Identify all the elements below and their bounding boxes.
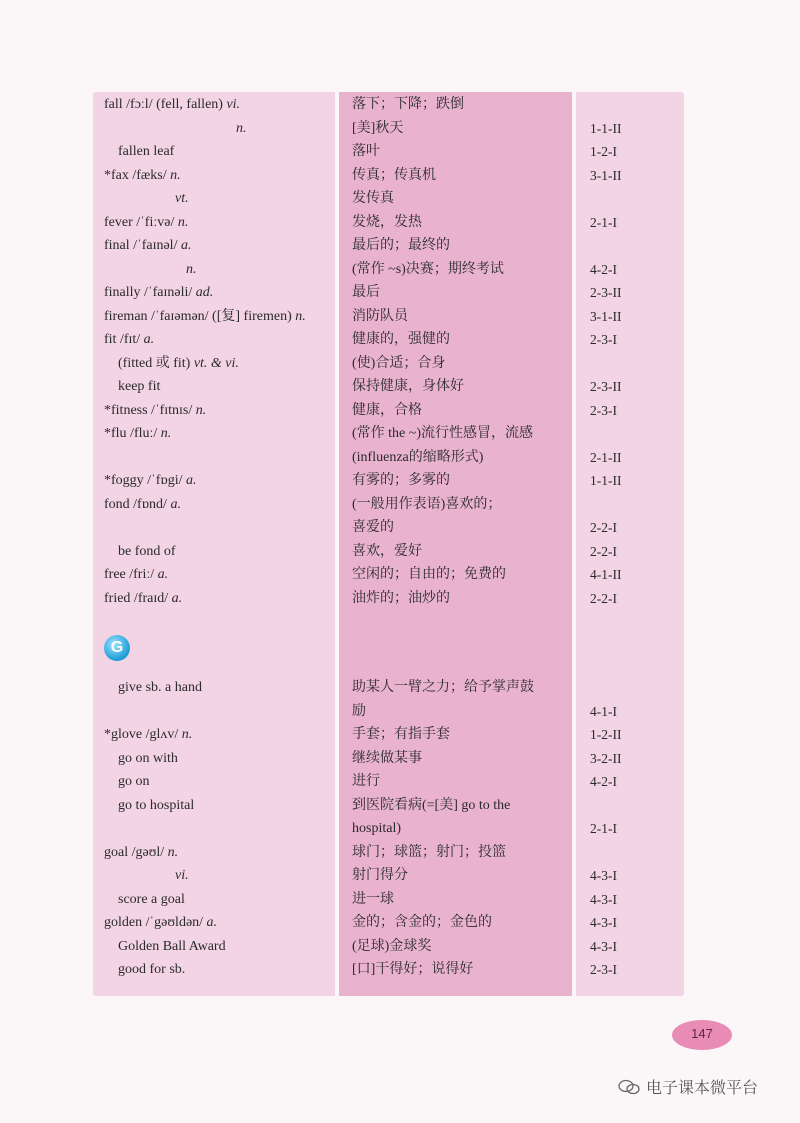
definition: 喜爱的 (352, 520, 394, 535)
headword (118, 770, 150, 794)
headword-text: goal /gəʊl/ (104, 844, 168, 860)
glossary-row (0, 446, 800, 470)
definition: [美]秋天 (352, 120, 404, 136)
headword-text: *glove /glʌv/ (104, 727, 182, 742)
part-of-speech: a. (170, 496, 181, 512)
glossary-row (0, 281, 800, 305)
headword (104, 911, 217, 935)
definition: 到医院看病(=[美] go to the (352, 797, 511, 813)
unit-reference: 2-3-II (590, 379, 622, 394)
glossary-row (0, 587, 800, 611)
glossary-row (0, 234, 800, 258)
definition: 消防队员 (352, 308, 408, 324)
definition: 金的；含金的；金色的 (352, 915, 492, 930)
headword (175, 864, 189, 888)
headword (104, 841, 178, 865)
headword-text: go to hospital (118, 797, 195, 813)
definition: 落下；下降；跌倒 (352, 97, 464, 112)
unit-reference: 2-2-I (590, 590, 617, 606)
headword (104, 164, 181, 188)
unit-reference: 4-3-I (590, 891, 617, 907)
glossary-row (0, 305, 800, 329)
headword (104, 493, 181, 517)
headword (104, 723, 192, 747)
glossary-row (0, 516, 800, 540)
unit-reference: 4-1-II (590, 567, 622, 582)
unit-reference: 2-1-I (590, 214, 617, 230)
part-of-speech: a. (171, 590, 183, 606)
definition: 进一球 (352, 891, 394, 907)
glossary-row (0, 563, 800, 587)
unit-reference: 2-1-I (590, 821, 617, 836)
part-of-speech: n. (236, 120, 247, 136)
headword-text: fallen leaf (118, 144, 175, 159)
part-of-speech: vi. (226, 97, 241, 112)
unit-reference: 2-1-II (590, 449, 622, 465)
definition: 健康，合格 (352, 402, 422, 418)
headword (118, 747, 178, 771)
glossary-row (0, 375, 800, 399)
headword-text: *fax /fæks/ (104, 167, 171, 183)
glossary-row (0, 958, 800, 982)
glossary-row (0, 93, 800, 117)
headword (104, 469, 196, 493)
headword-text: *flu /fluː/ (104, 426, 161, 441)
headword-text: free /friː/ (104, 567, 158, 582)
headword-text: *foggy /ˈfɒgi/ (104, 473, 186, 488)
definition: 发传真 (352, 191, 394, 206)
definition: hospital) (352, 821, 401, 836)
headword (104, 422, 171, 446)
glossary-row (0, 700, 800, 724)
definition: (influenza的缩略形式) (352, 449, 484, 465)
headword (118, 888, 185, 912)
headword-text: fall /fɔːl/ (fell, fallen) (104, 97, 227, 112)
definition: 最后 (352, 285, 380, 300)
part-of-speech: ad. (195, 285, 214, 300)
unit-reference: 1-1-II (590, 120, 622, 136)
headword (104, 563, 168, 587)
headword (186, 258, 197, 282)
unit-reference: 1-2-II (590, 727, 622, 742)
headword-text: fireman /ˈfaɪəmən/ ([复] firemen) (104, 308, 296, 324)
definition: (足球)金球奖 (352, 938, 432, 954)
definition: 球门；球篮；射门；投篮 (352, 844, 506, 860)
headword-text: fried /fraɪd/ (104, 590, 172, 606)
part-of-speech: a. (185, 473, 197, 488)
headword (118, 540, 176, 564)
section-f-entries (0, 93, 800, 610)
part-of-speech: a. (143, 332, 155, 347)
definition: 励 (352, 703, 366, 719)
part-of-speech: vi. (175, 868, 189, 883)
glossary-row (0, 352, 800, 376)
glossary-row (0, 422, 800, 446)
headword-text: good for sb. (118, 962, 186, 977)
section-g-header (0, 610, 800, 676)
glossary-row (0, 117, 800, 141)
headword (118, 676, 202, 700)
definition: 喜欢，爱好 (352, 543, 422, 559)
headword-text: go on with (118, 750, 178, 766)
glossary-row (0, 676, 800, 700)
part-of-speech: n. (195, 402, 207, 418)
headword (118, 140, 174, 164)
wechat-icon (618, 1079, 640, 1095)
glossary-row (0, 211, 800, 235)
headword-text: fond /fɒnd/ (104, 496, 171, 512)
unit-reference: 2-3-I (590, 962, 617, 977)
headword-text: go on (118, 774, 150, 789)
part-of-speech: a. (206, 915, 218, 930)
headword-text: (fitted 或 fit) (118, 355, 194, 371)
headword-text: *fitness /ˈfɪtnɪs/ (104, 402, 196, 418)
unit-reference: 2-3-I (590, 402, 617, 418)
headword (118, 794, 194, 818)
unit-reference: 3-1-II (590, 308, 622, 324)
headword (104, 93, 240, 117)
definition: 进行 (352, 774, 380, 789)
definition: (常作 ~s)决赛；期终考试 (352, 261, 504, 277)
definition: 传真；传真机 (352, 167, 436, 183)
definition: 发烧，发热 (352, 214, 422, 230)
unit-reference: 4-3-I (590, 915, 617, 930)
glossary-row (0, 187, 800, 211)
unit-reference: 4-3-I (590, 938, 617, 954)
definition: 空闲的；自由的；免费的 (352, 567, 506, 582)
part-of-speech: vt. & vi. (193, 355, 239, 371)
glossary-row (0, 770, 800, 794)
glossary-row (0, 911, 800, 935)
headword (104, 305, 306, 329)
headword (104, 281, 213, 305)
headword-text: be fond of (118, 543, 176, 559)
watermark-text: 电子课本微平台 (646, 1078, 759, 1097)
section-letter-badge: G (104, 635, 130, 661)
part-of-speech: a. (157, 567, 169, 582)
unit-reference: 2-2-I (590, 520, 617, 535)
glossary-row (0, 864, 800, 888)
part-of-speech: n. (295, 308, 306, 324)
headword-text: give sb. a hand (118, 680, 202, 695)
part-of-speech: n. (181, 727, 193, 742)
headword (104, 234, 191, 258)
unit-reference: 1-2-I (590, 144, 617, 159)
glossary-row (0, 164, 800, 188)
definition: (一般用作表语)喜欢的； (352, 496, 502, 512)
definition: 健康的，强健的 (352, 332, 450, 347)
headword-text: Golden Ball Award (118, 938, 226, 954)
definition: 射门得分 (352, 868, 408, 883)
unit-reference: 2-3-I (590, 332, 617, 347)
glossary-row (0, 935, 800, 959)
headword (104, 328, 154, 352)
headword (104, 211, 188, 235)
definition: 最后的；最终的 (352, 238, 450, 253)
part-of-speech: n. (170, 167, 181, 183)
unit-reference: 4-1-I (590, 703, 617, 719)
headword (118, 958, 185, 982)
glossary-row (0, 794, 800, 818)
unit-reference: 3-1-II (590, 167, 622, 183)
glossary-row (0, 469, 800, 493)
definition: 保持健康，身体好 (352, 379, 464, 394)
part-of-speech: a. (180, 238, 192, 253)
headword-text: final /ˈfaɪnəl/ (104, 238, 181, 253)
definition: 助某人一臂之力；给予掌声鼓 (352, 680, 534, 695)
glossary-row (0, 888, 800, 912)
definition: (常作 the ~)流行性感冒，流感 (352, 426, 534, 441)
glossary-row (0, 493, 800, 517)
part-of-speech: n. (160, 426, 172, 441)
unit-reference: 2-2-I (590, 543, 617, 559)
definition: 落叶 (352, 144, 380, 159)
watermark (618, 1075, 758, 1098)
headword-text: fever /ˈfiːvə/ (104, 214, 178, 230)
headword (104, 399, 206, 423)
headword-text: finally /ˈfaɪnəli/ (104, 285, 196, 300)
part-of-speech: n. (167, 844, 179, 860)
headword (118, 935, 226, 959)
glossary-row (0, 540, 800, 564)
definition: 油炸的；油炒的 (352, 590, 450, 606)
glossary-row (0, 841, 800, 865)
definition: (使)合适；合身 (352, 355, 446, 371)
unit-reference: 4-3-I (590, 868, 617, 883)
headword (118, 375, 160, 399)
definition: 手套；有指手套 (352, 727, 450, 742)
part-of-speech: n. (177, 214, 189, 230)
glossary-row (0, 140, 800, 164)
unit-reference: 4-2-I (590, 261, 617, 277)
headword (175, 187, 189, 211)
headword-text: score a goal (118, 891, 185, 907)
headword-text: golden /ˈgəʊldən/ (104, 915, 207, 930)
part-of-speech: vt. (175, 191, 189, 206)
page-number: 147 (672, 1020, 732, 1050)
headword (104, 587, 182, 611)
unit-reference: 2-3-II (590, 285, 622, 300)
glossary-row (0, 747, 800, 771)
section-g-entries (0, 676, 800, 982)
part-of-speech: n. (186, 261, 197, 277)
glossary-row (0, 817, 800, 841)
headword-text: fit /fɪt/ (104, 332, 144, 347)
glossary-row (0, 258, 800, 282)
glossary-row (0, 723, 800, 747)
headword (118, 352, 239, 376)
definition: 继续做某事 (352, 750, 422, 766)
headword (236, 117, 247, 141)
glossary-row (0, 328, 800, 352)
unit-reference: 1-1-II (590, 473, 622, 488)
definition: [口]干得好；说得好 (352, 962, 474, 977)
definition: 有雾的；多雾的 (352, 473, 450, 488)
glossary-row (0, 399, 800, 423)
unit-reference: 4-2-I (590, 774, 617, 789)
headword-text: keep fit (118, 379, 161, 394)
glossary-list (0, 93, 800, 982)
unit-reference: 3-2-II (590, 750, 622, 766)
